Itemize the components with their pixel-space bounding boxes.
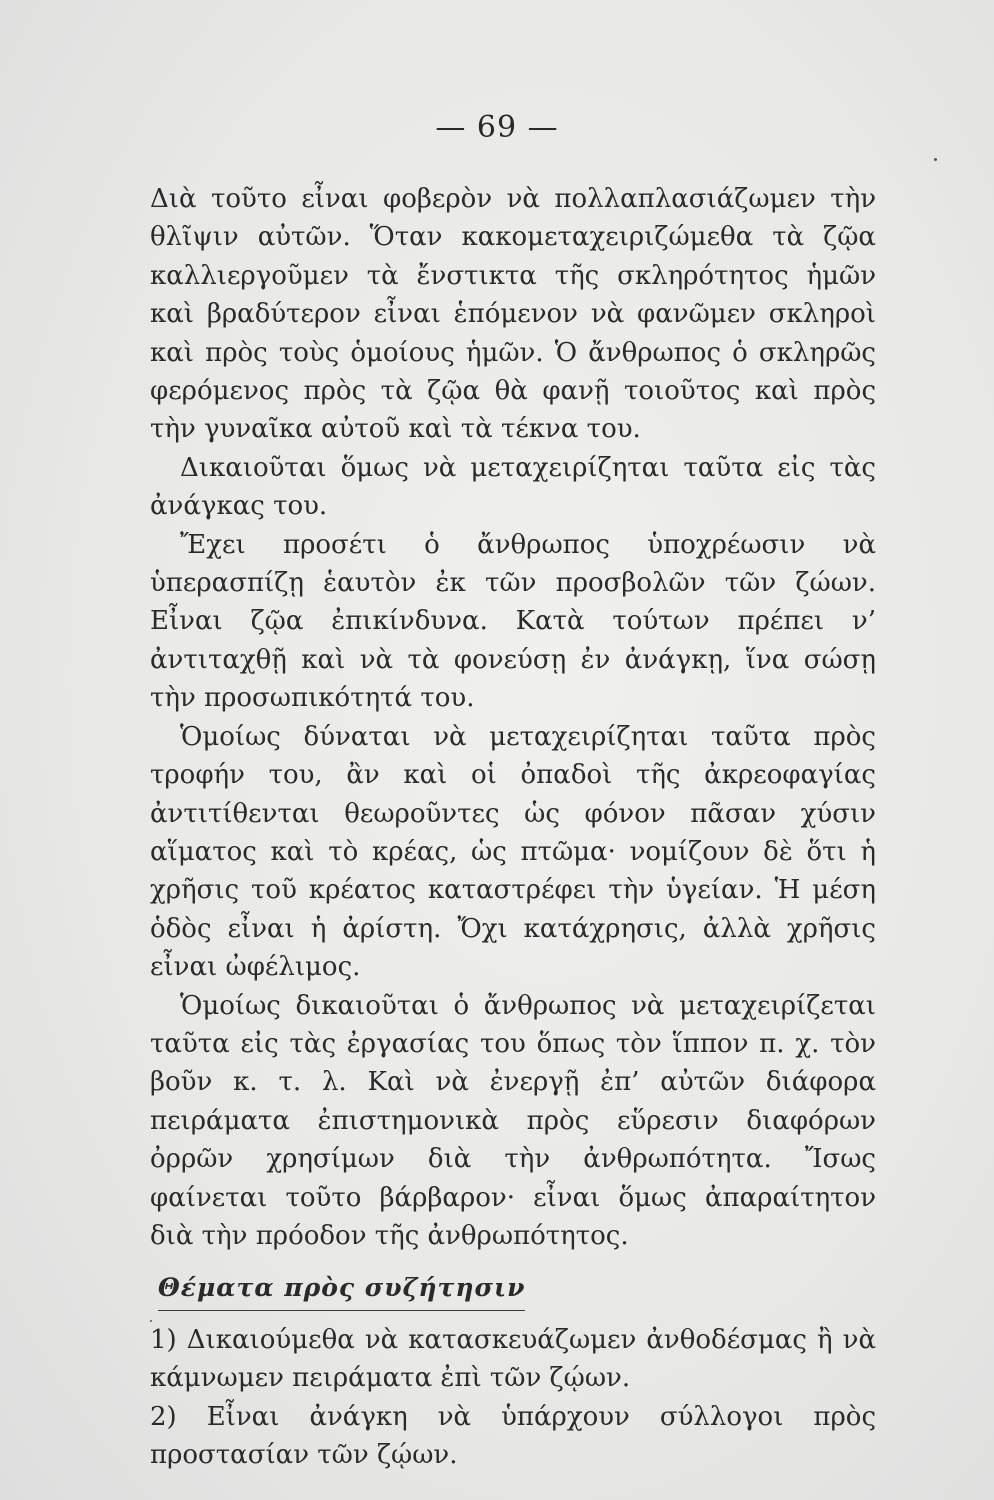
question-2 xyxy=(150,1398,876,1475)
paragraph-4: Ὁμοίως δύναται νὰ μεταχειρίζηται ταῦτα πρὸς τροφήν του, ἂν καὶ οἱ ὀπαδοὶ τῆς ἀκρεοφαγίας ἀντιτίθενται θεωροῦντες ὡς φόνον πᾶσαν χύσιν αἵματος καὶ τὸ κρέας, ὡς πτῶμα· νομίζουν δὲ ὅτι ἡ χρῆσις τοῦ κρέατος καταστρέφει τὴν ὑγείαν. Ἡ μέση ὁδὸς εἶναι ἡ ἀρίστη. Ὄχι κατάχρησις, ἀλλὰ χρῆσις εἶναι ὠφέλιμος. xyxy=(150,721,876,983)
question-2-text: Εἶναι ἀνάγκη νὰ ὑπάρχουν σύλλογοι πρὸς προστασίαν τῶν ζῴων. xyxy=(150,1401,877,1470)
question-1 xyxy=(150,1321,876,1398)
section-heading: Θέματα πρὸς συζήτησιν xyxy=(158,1269,525,1310)
print-speck xyxy=(150,1320,152,1322)
question-1-text: Δικαιούμεθα νὰ κατασκευάζωμεν ἀνθοδέσμας ἢ νὰ κάμνωμεν πειράματα ἐπὶ τῶν ζῴων. xyxy=(150,1324,877,1394)
paragraph-2: Δικαιοῦται ὅμως νὰ μεταχειρίζηται ταῦτα εἰς τὰς ἀνάγκας του. xyxy=(150,452,876,522)
question-1-number: 1) xyxy=(150,1324,177,1355)
paragraph-3: Ἔχει προσέτι ὁ ἄνθρωπος ὑποχρέωσιν νὰ ὑπερασπίζῃ ἑαυτὸν ἐκ τῶν προσβολῶν τῶν ζώων. Εἶναι ζῷα ἐπικίνδυνα. Κατὰ τούτων πρέπει ν’ ἀντιταχθῇ καὶ νὰ τὰ φονεύσῃ ἐν ἀνάγκῃ, ἵνα σώσῃ τὴν προσωπικότητά του. xyxy=(150,529,876,714)
page-body xyxy=(150,180,876,1474)
question-2-number: 2) xyxy=(150,1401,177,1432)
paragraph-5: Ὁμοίως δικαιοῦται ὁ ἄνθρωπος νὰ μεταχειρίζεται ταῦτα εἰς τὰς ἐργασίας του ὅπως τὸν ἵππον π. χ. τὸν βοῦν κ. τ. λ. Καὶ νὰ ἐνεργῇ ἐπ’ αὐτῶν διάφορα πειράματα ἐπιστημονικὰ πρὸς εὕρεσιν διαφόρων ὀρρῶν χρησίμων διὰ τὴν ἀνθρωπότητα. Ἴσως φαίνεται τοῦτο βάρβαρον· εἶναι ὅμως ἀπαραίτητον διὰ τὴν πρόοδον τῆς ἀνθρωπότητος. xyxy=(150,990,876,1251)
paragraph-1: Διὰ τοῦτο εἶναι φοβερὸν νὰ πολλαπλασιάζωμεν τὴν θλῖψιν αὐτῶν. Ὅταν κακομεταχειριζώμεθα τὰ ζῷα καλλιεργοῦμεν τὰ ἔνστικτα τῆς σκληρότητος ἡμῶν καὶ βραδύτερον εἶναι ἑπόμενον νὰ φανῶμεν σκληροὶ καὶ πρὸς τοὺς ὁμοίους ἡμῶν. Ὁ ἄνθρωπος ὁ σκληρῶς φερόμενος πρὸς τὰ ζῷα θὰ φανῇ τοιοῦτος καὶ πρὸς τὴν γυναῖκα αὐτοῦ καὶ τὰ τέκνα του. xyxy=(150,184,876,445)
page-number: — 69 — xyxy=(435,110,559,145)
print-speck xyxy=(934,158,937,161)
